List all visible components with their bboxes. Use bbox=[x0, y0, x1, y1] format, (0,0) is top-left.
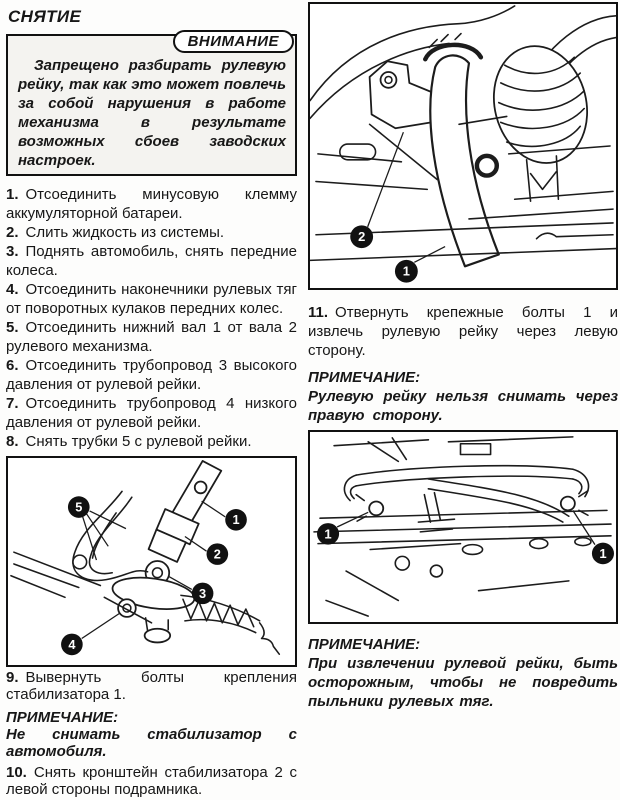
step-item-6 bbox=[6, 356, 297, 394]
step-item-1 bbox=[6, 185, 297, 223]
step-number: 8. bbox=[6, 433, 19, 450]
step-text: Отсоединить нижний вал 1 от вала 2 рулевого механизма. bbox=[6, 319, 297, 355]
warning-tab-label: ВНИМАНИЕ bbox=[173, 30, 294, 53]
note-label: ПРИМЕЧАНИЕ: bbox=[308, 636, 421, 653]
left-column bbox=[6, 6, 297, 798]
note-text: Не снимать стабилизатор с автомобиля. bbox=[6, 726, 297, 760]
step-number: 3. bbox=[6, 243, 19, 260]
left-bottom-section bbox=[6, 669, 297, 798]
steering-rack-illustration bbox=[8, 458, 295, 665]
step-text: Вывернуть болты крепления стабилизатора 1. bbox=[6, 669, 297, 703]
warning-text: Запрещено разбирать рулевую рейку, так как это может повлечь за собой нарушения в работе механизма в результате возможных сбоев заводских настроек. bbox=[18, 57, 286, 169]
step-text: Снять трубки 5 с рулевой рейки. bbox=[25, 433, 252, 450]
figure-subframe-bolts bbox=[308, 430, 618, 624]
step-item-3 bbox=[6, 242, 297, 280]
callout-3-badge bbox=[192, 583, 214, 605]
note-text: Рулевую рейку нельзя снимать через правую сторону. bbox=[308, 388, 618, 424]
warning-box bbox=[6, 34, 297, 176]
note-text: При извлечении рулевой рейки, быть осторожным, чтобы не повредить пыльники рулевых тяг. bbox=[308, 655, 618, 710]
step-item-4 bbox=[6, 280, 297, 318]
step-number: 7. bbox=[6, 395, 19, 412]
step-text: Поднять автомобиль, снять передние колеса. bbox=[6, 243, 297, 279]
callout-5-badge bbox=[68, 496, 90, 518]
step-number: 9. bbox=[6, 669, 19, 686]
step-number: 2. bbox=[6, 224, 19, 241]
figure-stabilizer-bracket bbox=[308, 2, 618, 290]
step-number: 5. bbox=[6, 319, 19, 336]
right-column bbox=[308, 0, 618, 711]
line-art bbox=[11, 461, 279, 654]
callout-1-right-number: 1 bbox=[599, 545, 607, 561]
step-text: Отсоединить минусовую клемму аккумуляторной батареи. bbox=[6, 186, 297, 222]
stabilizer-bracket-illustration bbox=[310, 4, 616, 288]
callout-4-number: 4 bbox=[68, 636, 76, 652]
callout-4-badge bbox=[61, 634, 83, 656]
step-item-7 bbox=[6, 394, 297, 432]
step-number: 10. bbox=[6, 764, 27, 781]
step-text: Отсоединить трубопровод 4 низкого давления от рулевой рейки. bbox=[6, 395, 297, 431]
callout-1-badge bbox=[395, 260, 418, 283]
line-art bbox=[314, 437, 611, 616]
step-text: Снять кронштейн стабилизатора 2 с левой стороны подрамника. bbox=[6, 764, 297, 798]
callout-5-number: 5 bbox=[75, 499, 83, 515]
callout-1-number: 1 bbox=[402, 263, 410, 279]
step-text: Отсоединить трубопровод 3 высокого давления от рулевой рейки. bbox=[6, 357, 297, 393]
callout-1-right-badge bbox=[592, 543, 614, 565]
callout-2-number: 2 bbox=[358, 229, 366, 245]
step-number: 6. bbox=[6, 357, 19, 374]
callout-1-badge bbox=[225, 509, 247, 531]
callout-3-number: 3 bbox=[199, 585, 207, 601]
callout-1-left-number: 1 bbox=[324, 526, 332, 542]
step-item-8 bbox=[6, 432, 297, 451]
step-item-11 bbox=[308, 303, 618, 360]
step-text: Слить жидкость из системы. bbox=[25, 224, 225, 241]
note-label: ПРИМЕЧАНИЕ: bbox=[6, 709, 119, 726]
step-item-5 bbox=[6, 318, 297, 356]
callout-2-badge bbox=[207, 543, 229, 565]
subframe-illustration bbox=[310, 432, 616, 622]
note-block-1 bbox=[6, 709, 297, 760]
callout-1-number: 1 bbox=[232, 512, 240, 528]
step-item-2 bbox=[6, 223, 297, 242]
callout-2-number: 2 bbox=[213, 546, 221, 562]
step-text: Отвернуть крепежные болты 1 и извлечь рулевую рейку через левую сторону. bbox=[308, 304, 618, 359]
note-label: ПРИМЕЧАНИЕ: bbox=[308, 369, 421, 386]
step-number: 11. bbox=[308, 304, 329, 321]
step-text: Отсоединить наконечники рулевых тяг от поворотных кулаков передних колес. bbox=[6, 281, 297, 317]
step-number: 4. bbox=[6, 281, 19, 298]
step-item-10 bbox=[6, 764, 297, 798]
note-block-3 bbox=[308, 635, 618, 711]
note-block-2 bbox=[308, 368, 618, 425]
callout-2-badge bbox=[350, 225, 373, 248]
page-title: СНЯТИЕ bbox=[8, 7, 82, 26]
step-item-9 bbox=[6, 669, 297, 703]
callout-1-left-badge bbox=[317, 523, 339, 545]
figure-steering-rack bbox=[6, 456, 297, 667]
step-number: 1. bbox=[6, 186, 19, 203]
